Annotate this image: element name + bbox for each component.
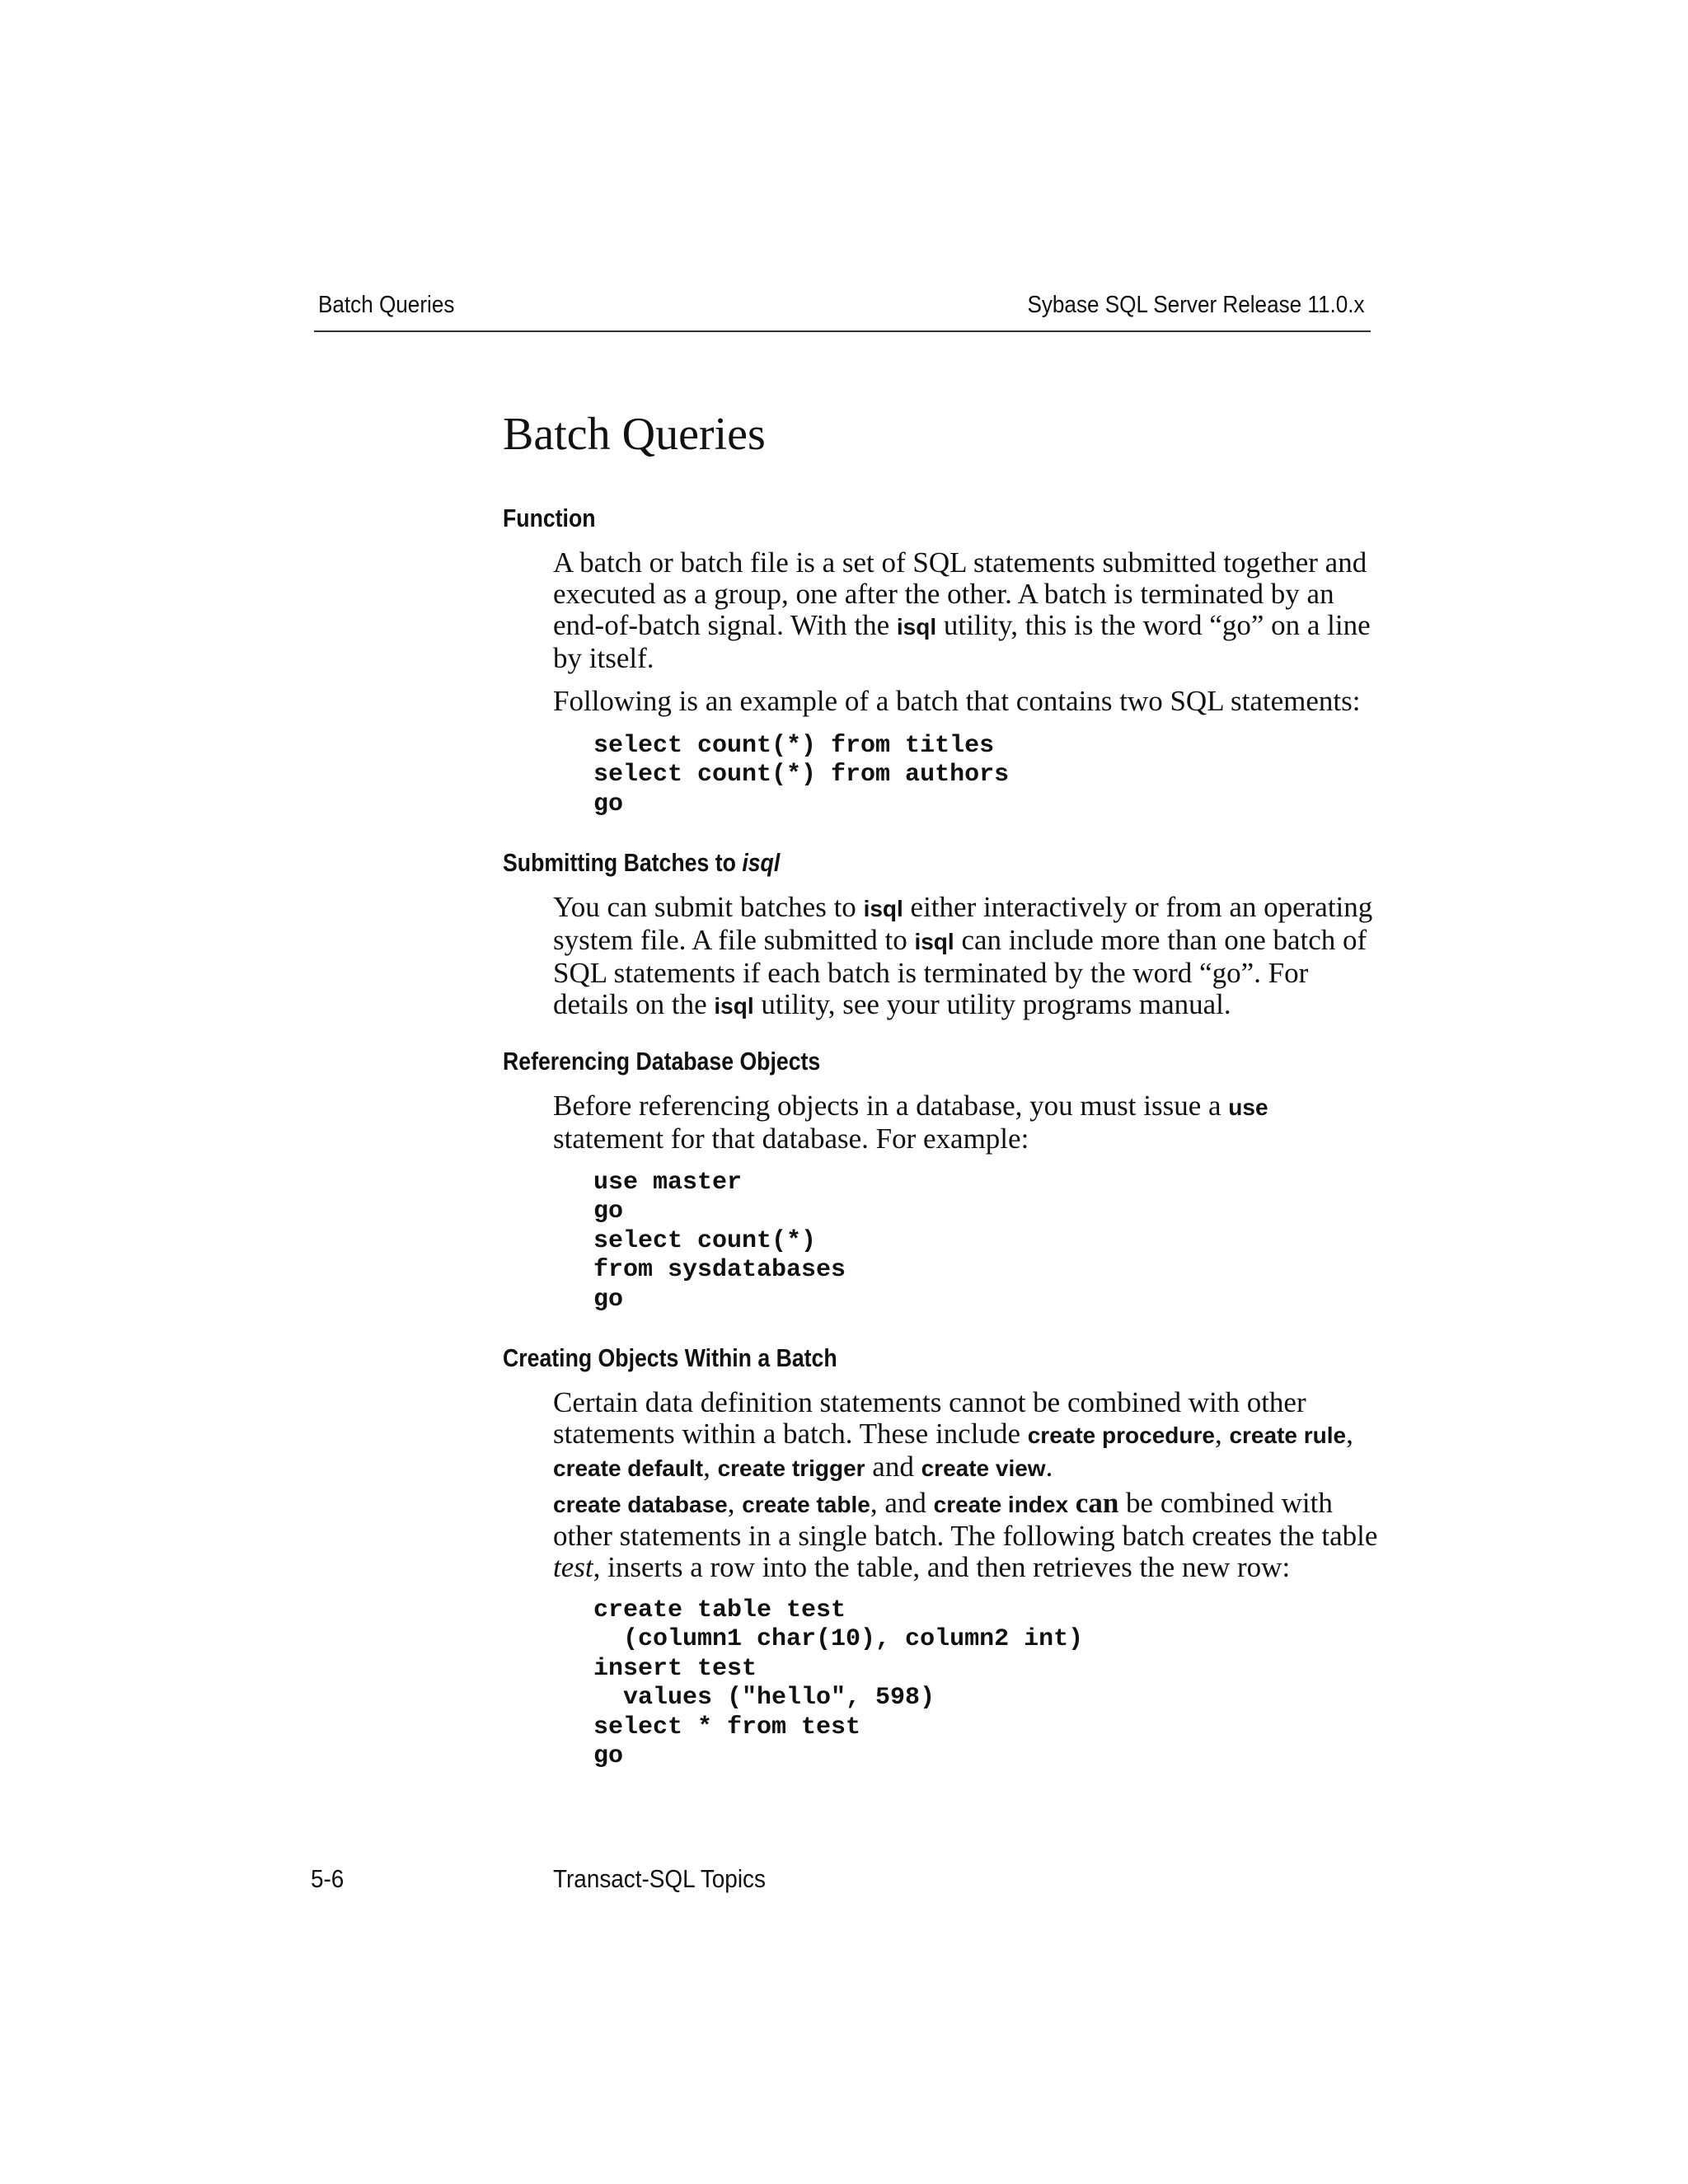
text: utility, see your utility programs manual. bbox=[753, 988, 1231, 1020]
text: Before referencing objects in a database, you must issue a bbox=[553, 1090, 1229, 1122]
command-isql: isql bbox=[896, 614, 937, 640]
command-isql: isql bbox=[714, 993, 754, 1019]
creating-paragraph-2 bbox=[553, 1488, 1386, 1583]
code-example-3: create table test (column1 char(10), column2 int) insert test values ("hello", 598) select * from test go bbox=[593, 1596, 1084, 1771]
text: utility, this is the word “go” on a line by itself. bbox=[553, 609, 1371, 674]
running-header-left: Batch Queries bbox=[318, 292, 455, 318]
emphasis-can: can bbox=[1075, 1487, 1119, 1519]
heading-italic-isql: isql bbox=[742, 848, 781, 877]
function-paragraph-1 bbox=[553, 547, 1386, 674]
submitting-body bbox=[553, 892, 1386, 1022]
section-heading-submitting bbox=[503, 850, 780, 875]
section-heading-function: Function bbox=[503, 504, 596, 532]
code-example-2: use master go select count(*) from sysdatabases go bbox=[593, 1169, 846, 1314]
function-body bbox=[553, 547, 1386, 674]
referencing-body bbox=[553, 1090, 1386, 1155]
command-create-index: create index bbox=[933, 1492, 1069, 1517]
text: . bbox=[1045, 1451, 1053, 1483]
command-create-trigger: create trigger bbox=[717, 1455, 865, 1481]
text: A batch or batch file is a set of SQL statements submitted together and executed as a group, one after the other. A batch is terminated by an end-of-batch signal. With the bbox=[553, 546, 1367, 641]
text: statement for that database. For example: bbox=[553, 1122, 1029, 1155]
command-create-table: create table bbox=[742, 1492, 870, 1517]
text: , bbox=[727, 1487, 743, 1519]
text: Certain data definition statements cannot be combined with other statements within a batch. These include bbox=[553, 1386, 1306, 1450]
command-isql: isql bbox=[914, 929, 954, 954]
text: , and bbox=[870, 1487, 934, 1519]
page-number: 5-6 bbox=[311, 1864, 345, 1893]
command-create-database: create database bbox=[553, 1492, 728, 1517]
text: and bbox=[865, 1451, 921, 1483]
creating-paragraph-1 bbox=[553, 1387, 1386, 1484]
text: either interactively or from an operating system file. A file submitted to bbox=[553, 891, 1373, 956]
header-rule bbox=[314, 330, 1371, 332]
text: , bbox=[1346, 1418, 1353, 1450]
command-use: use bbox=[1228, 1094, 1268, 1120]
text: can include more than one batch of SQL statements if each batch is terminated by the word “go”. For details on the bbox=[553, 924, 1367, 1020]
text: Submitting Batches to bbox=[503, 848, 743, 877]
table-name-test: test bbox=[553, 1551, 593, 1583]
creating-body-2 bbox=[553, 1488, 1386, 1583]
function-paragraph-2: Following is an example of a batch that contains two SQL statements: bbox=[553, 685, 1361, 717]
running-header-right: Sybase SQL Server Release 11.0.x bbox=[1027, 292, 1365, 318]
referencing-paragraph bbox=[553, 1090, 1386, 1155]
command-isql: isql bbox=[863, 896, 903, 921]
command-create-procedure: create procedure bbox=[1027, 1422, 1215, 1448]
text: You can submit batches to bbox=[553, 891, 864, 923]
command-create-default: create default bbox=[553, 1455, 704, 1481]
command-create-rule: create rule bbox=[1229, 1422, 1347, 1448]
text: , bbox=[703, 1451, 718, 1483]
section-heading-referencing: Referencing Database Objects bbox=[503, 1047, 821, 1076]
text: , bbox=[1214, 1418, 1230, 1450]
text bbox=[1068, 1487, 1076, 1519]
text: be combined with other statements in a single batch. The following batch creates the table bbox=[553, 1487, 1378, 1552]
submitting-paragraph bbox=[553, 892, 1386, 1022]
code-example-1: select count(*) from titles select count(*) from authors go bbox=[593, 732, 1010, 818]
footer-book-title: Transact-SQL Topics bbox=[553, 1864, 766, 1893]
command-create-view: create view bbox=[921, 1455, 1046, 1481]
text: , inserts a row into the table, and then retrieves the new row: bbox=[593, 1551, 1291, 1583]
section-heading-creating: Creating Objects Within a Batch bbox=[503, 1343, 837, 1372]
creating-body-1 bbox=[553, 1387, 1386, 1484]
page-title: Batch Queries bbox=[503, 409, 766, 460]
